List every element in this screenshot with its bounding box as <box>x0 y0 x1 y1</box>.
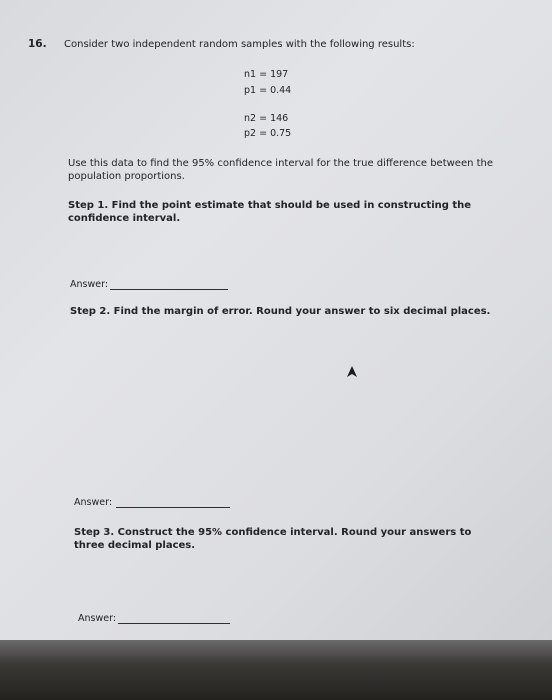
step1-answer-blank[interactable] <box>110 289 228 290</box>
step2-answer-blank[interactable] <box>116 507 230 508</box>
instruction-text: Use this data to find the 95% confidence interval for the true difference between the population proportions. <box>68 158 494 182</box>
step3-label: Step 3. <box>74 527 115 538</box>
step2-body: Find the margin of error. Round your answer to six decimal places. <box>110 306 491 317</box>
step2-text <box>70 305 490 318</box>
question-prompt: Consider two independent random samples with the following results: <box>64 39 415 50</box>
given-n2: n2 = 146 <box>244 113 289 124</box>
question-number: 16. <box>28 38 47 50</box>
given-n1: n1 = 197 <box>244 69 289 80</box>
given-p2: p2 = 0.75 <box>244 128 292 139</box>
step3-text <box>74 526 484 552</box>
step1-answer-label: Answer: <box>70 279 109 290</box>
step3-answer-blank[interactable] <box>118 623 230 624</box>
given-p1: p1 = 0.44 <box>244 85 292 96</box>
desk-shadow <box>0 640 552 700</box>
step2-answer-label: Answer: <box>74 497 113 508</box>
step2-label: Step 2. <box>70 306 111 317</box>
step3-answer-label: Answer: <box>78 613 117 624</box>
step3-body: Construct the 95% confidence interval. Round your answers to three decimal places. <box>74 527 472 551</box>
step1-body: Find the point estimate that should be used in constructing the confidence interval. <box>68 200 472 224</box>
step1-text <box>68 199 488 225</box>
step1-label: Step 1. <box>68 200 109 211</box>
pointer-cursor-icon <box>346 364 358 378</box>
